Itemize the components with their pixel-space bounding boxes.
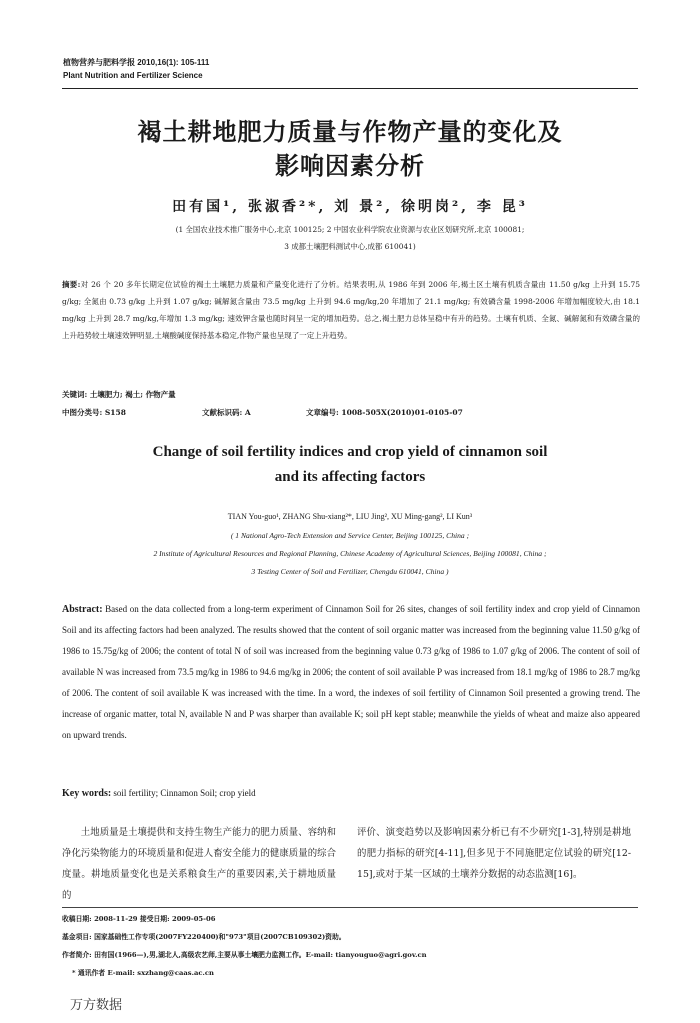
chinese-affiliation-line-1: (1 全国农业技术推广服务中心,北京 100125; 2 中国农业科学院农业资源与农业区划研究所,北京 100081; — [175, 225, 525, 234]
english-affiliation-line-1: ( 1 National Agro-Tech Extension and Service Center, Beijing 100125, China ; — [230, 531, 470, 540]
english-abstract-label: Abstract: — [62, 604, 103, 615]
footnote-dates: 收稿日期: 2008-11-29 接受日期: 2009-05-06 — [62, 915, 216, 923]
footnote-author-bio: 作者简介: 田有国(1966—),男,湖北人,高级农艺师,主要从事土壤肥力监测工作。E-mail: tianyouguo@agri.gov.cn — [62, 951, 427, 959]
footnote-funding: 基金项目: 国家基础性工作专项(2007FY220400)和"973"项目(2007CB109302)资助。 — [62, 933, 346, 941]
footnote-corresponding-author: * 通讯作者 E-mail: sxzhang@caas.ac.cn — [72, 969, 214, 977]
journal-english-name: Plant Nutrition and Fertilizer Science — [63, 71, 203, 80]
journal-header — [63, 56, 209, 82]
english-abstract — [62, 599, 640, 746]
english-abstract-text: Based on the data collected from a long-term experiment of Cinnamon Soil for 26 sites, changes of soil fertility index and crop yield of Cinnamon Soil and its affecting factors had been analyzed. The results showed that the content of soil organic matter was increased from the beginning value 11.50 g/kg of 1986 to 15.75g/kg of 2006; the content of total N of soil was increased from the beginning value 0.73 g/kg of 1986 to 1.07 g/kg of 2006. The content of soil of available N was increased from 73.5 mg/kg in 1986 to 94.6 mg/kg in 2006; the content of soil available P was increased from 18.1 mg/kg of 1986 to 28.7 mg/kg of 2006. The content of soil available K was increased with the time. In a word, the indexes of soil fertility of Cinnamon Soil presented a growing trend. The increase of organic matter, total N, available N and P was sharper than available K; soil pH kept stable; meanwhile the yields of wheat and maize also appeared on upward trends. — [62, 604, 640, 740]
body-column-right: 评价、演变趋势以及影响因素分析已有不少研究[1-3],特别是耕地的肥力指标的研究[4-11],但多见于不同施肥定位试验的研究[12-15],或对于某一区域的土壤养分数据的动态监测[16]。 — [357, 827, 631, 880]
english-keywords — [62, 788, 256, 799]
body-column-left: 土地质量是土壤提供和支持生物生产能力的肥力质量、容纳和净化污染物能力的环境质量和促进人畜安全能力的健康质量的综合度量。耕地质量变化也是关系粮食生产的重要因素,关于耕地质量的 — [62, 827, 336, 901]
english-affiliation-line-3: 3 Testing Center of Soil and Fertilizer, Chengdu 610041, China ) — [251, 567, 449, 576]
chinese-keywords: 关键词: 土壤肥力; 褐土; 作物产量 — [62, 390, 176, 399]
english-authors: TIAN You-guo¹, ZHANG Shu-xiang²*, LIU Jing², XU Ming-gang², LI Kun³ — [227, 512, 473, 521]
english-title-line-1: Change of soil fertility indices and crop yield of cinnamon soil — [152, 444, 548, 460]
chinese-title-line-2: 影响因素分析 — [275, 152, 425, 180]
english-keywords-text: soil fertility; Cinnamon Soil; crop yield — [113, 788, 256, 798]
classification-number: 中图分类号: S158 — [62, 408, 126, 417]
footnote-rule — [62, 907, 638, 908]
chinese-abstract-label: 摘要: — [62, 280, 81, 289]
wanfang-watermark: 万方数据 — [70, 998, 123, 1013]
chinese-authors: 田有国¹, 张淑香²*, 刘 景², 徐明岗², 李 昆³ — [172, 199, 528, 215]
document-code: 文献标识码: A — [202, 408, 251, 417]
journal-citation: 植物营养与肥料学报 2010,16(1): 105-111 — [63, 58, 210, 67]
chinese-abstract-text: 对 26 个 20 多年长期定位试验的褐土土壤肥力质量和产量变化进行了分析。结果表明,从 1986 年到 2006 年,褐土区土壤有机质含量由 11.50 g/kg 上升到 15.75 g/kg; 全氮由 0.73 g/kg 上升到 1.07 g/kg; 碱解氮含量由 73.5 mg/kg 上升到 94.6 mg/kg,20 年增加了 21.1 mg/kg; 有效磷含量 1998-2006 年增加幅度较大,由 18.1 mg/kg 上升到 28.7 mg/kg,年增加 1.3 mg/kg; 速效钾含量也随时间呈一定的增加趋势。总之,褐土肥力总体呈稳中有升的趋势。土壤有机质、全氮、碱解氮和有效磷含量的上升趋势较土壤速效钾明显,土壤酸碱度保持基本稳定,作物产量也呈现了一定上升趋势。 — [62, 280, 640, 340]
article-number: 文章编号: 1008-505X(2010)01-0105-07 — [306, 408, 463, 417]
english-affiliation-line-2: 2 Institute of Agricultural Resources and Regional Planning, Chinese Academy of Agricultural Sciences, Beijing 100081, China ; — [153, 549, 547, 558]
chinese-abstract — [62, 276, 640, 344]
english-keywords-label: Key words: — [62, 788, 112, 799]
chinese-affiliation-line-2: 3 成都土壤肥料测试中心,成都 610041) — [284, 242, 416, 251]
english-title-line-2: and its affecting factors — [274, 469, 426, 485]
chinese-title-line-1: 褐土耕地肥力质量与作物产量的变化及 — [137, 118, 563, 146]
header-rule — [62, 88, 638, 89]
